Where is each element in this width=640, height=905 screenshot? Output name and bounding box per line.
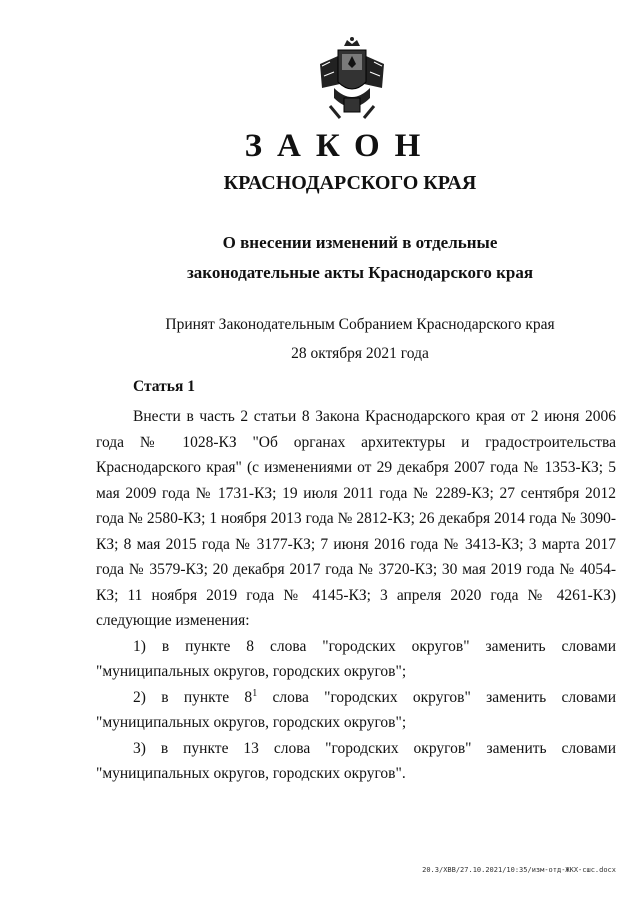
law-heading-line-1: О внесении изменений в отдельные (222, 233, 498, 252)
file-reference-footer: 20.3/ХВВ/27.10.2021/10:35/изм-отд-ЖКХ-сшс.docx (422, 866, 616, 874)
item-2-suffix: слова "городских округов" заменить словами "муниципальных округов, городских округов"; (96, 688, 616, 731)
article-item-2 (96, 685, 616, 736)
article-body (96, 404, 616, 787)
document-title: ЗАКОН (244, 128, 436, 164)
adoption-body: Принят Законодательным Собранием Краснодарского края (165, 316, 555, 333)
article-paragraph: Внести в часть 2 статьи 8 Закона Краснодарского края от 2 июня 2006 года № 1028-КЗ "Об органах архитектуры и градостроительства Краснодарского края" (с изменениями от 29 декабря 2007 года № 1353-КЗ; 5 мая 2009 года № 1731-КЗ; 19 июля 2011 года № 2289-КЗ; 27 сентября 2012 года № 2580-КЗ; 1 ноября 2013 года № 2812-КЗ; 26 декабря 2014 года № 3090-КЗ; 8 мая 2015 года № 3177-КЗ; 7 июня 2016 года № 3413-КЗ; 3 марта 2017 года № 3579-КЗ; 20 декабря 2017 года № 3720-КЗ; 30 мая 2019 года № 4054-КЗ; 11 ноября 2019 года № 4145-КЗ; 3 апреля 2020 года № 4261-КЗ) следующие изменения: (96, 408, 616, 629)
article-item-3: 3) в пункте 13 слова "городских округов" заменить словами "муниципальных округов, городских округов". (96, 739, 616, 782)
item-2-superscript: 1 (252, 687, 258, 699)
adoption-note (150, 310, 570, 368)
law-heading-line-2: законодательные акты Краснодарского края (186, 263, 534, 282)
adoption-date: 28 октября 2021 года (291, 345, 429, 362)
coat-of-arms-icon (316, 36, 388, 122)
law-heading (170, 228, 550, 288)
article-item-1: 1) в пункте 8 слова "городских округов" заменить словами "муниципальных округов, городских округов"; (96, 637, 616, 680)
document-subtitle: КРАСНОДАРСКОГО КРАЯ (223, 172, 477, 194)
item-2-prefix: 2) в пункте 8 (133, 688, 253, 706)
article-title: Статья 1 (133, 378, 195, 395)
